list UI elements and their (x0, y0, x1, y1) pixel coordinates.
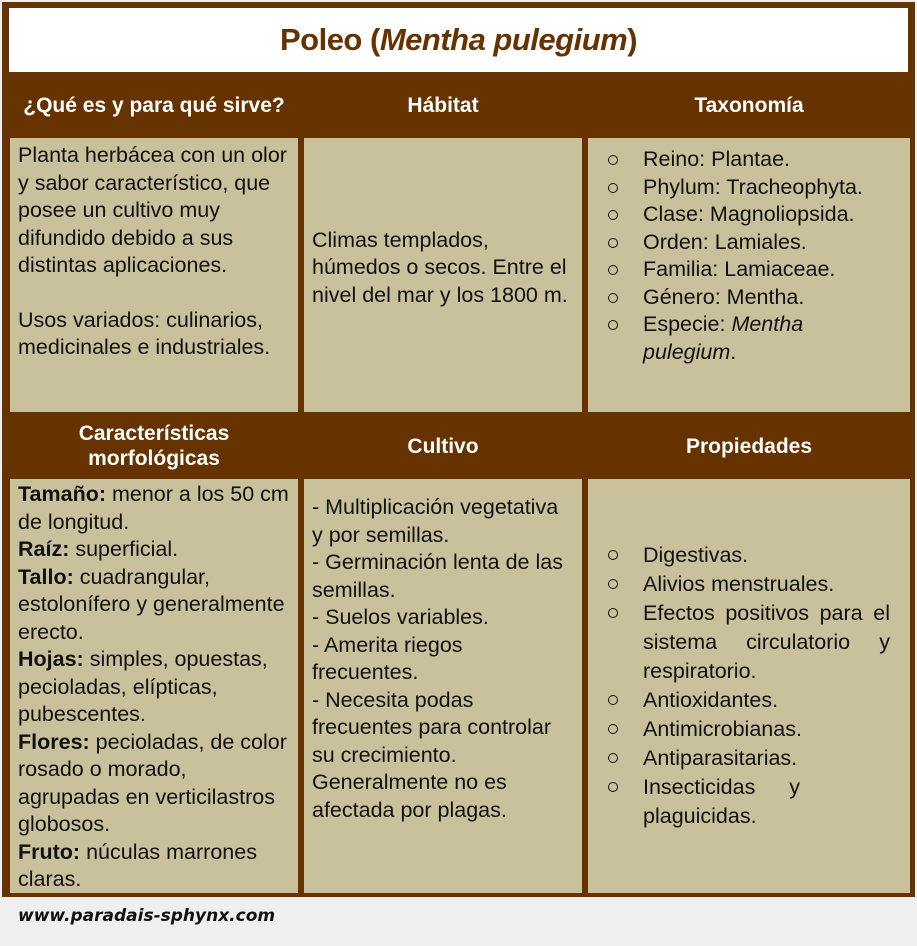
cell-que-es (10, 138, 298, 412)
propiedades-list (588, 541, 910, 831)
morph-item: Raíz: superficial. (18, 537, 179, 561)
taxonomy-item: Reino: Plantae. (588, 146, 910, 174)
cell-taxonomia (588, 138, 910, 412)
cultivo-item: - Germinación lenta de las semillas. (312, 550, 563, 602)
propiedad-item: Antiparasitarias. (588, 744, 910, 773)
circle-bullet-icon (608, 608, 618, 618)
taxonomy-item: Orden: Lamiales. (588, 229, 910, 257)
circle-bullet-icon (608, 183, 618, 193)
circle-bullet-icon (608, 550, 618, 560)
source-watermark: www.paradais-sphynx.com (18, 906, 276, 926)
propiedad-item: Alivios menstruales. (588, 570, 910, 599)
propiedad-item: Antioxidantes. (588, 686, 910, 715)
circle-bullet-icon (608, 210, 618, 220)
title-close-paren: ) (627, 22, 638, 57)
taxonomy-list (588, 146, 910, 366)
title-scientific-name: Mentha pulegium (379, 22, 628, 57)
circle-bullet-icon (608, 320, 618, 330)
cell-habitat (304, 138, 582, 412)
header-que-es: ¿Qué es y para qué sirve? (23, 93, 285, 117)
circle-bullet-icon (608, 293, 618, 303)
taxonomy-item: Phylum: Tracheophyta. (588, 174, 910, 202)
cultivo-item: - Amerita riegos frecuentes. (312, 632, 463, 684)
habitat-text: Climas templados, húmedos o secos. Entre el nivel del mar y los 1800 m. (312, 227, 568, 307)
circle-bullet-icon (608, 724, 618, 734)
cultivo-item: - Suelos variables. (312, 605, 489, 629)
que-es-uses: Usos variados: culinarios, medicinales e industriales. (18, 307, 271, 359)
taxonomy-item: Clase: Magnoliopsida. (588, 201, 910, 229)
morph-item: Hojas: simples, opuestas, pecioladas, elípticas, pubescentes. (18, 647, 268, 726)
cultivo-item: - Necesita podas frecuentes para controlar su crecimiento. (312, 687, 552, 767)
circle-bullet-icon (608, 579, 618, 589)
que-es-description: Planta herbácea con un olor y sabor característico, que posee un cultivo muy difundido debido a sus distintas aplicaciones. (18, 143, 287, 277)
header-morfologia: Características morfológicas (78, 422, 230, 470)
circle-bullet-icon (608, 695, 618, 705)
cultivo-item: Generalmente no es afectada por plagas. (312, 770, 507, 822)
propiedad-item: Antimicrobianas. (588, 715, 910, 744)
taxonomy-item: Familia: Lamiaceae. (588, 256, 910, 284)
poleo-info-table (2, 2, 915, 897)
morph-item: Tamaño: menor a los 50 cm de longitud. (18, 482, 289, 534)
cell-cultivo (304, 479, 582, 893)
cultivo-item: - Multiplicación vegetativa y por semillas. (312, 495, 559, 547)
table-title (9, 8, 908, 72)
circle-bullet-icon (608, 155, 618, 165)
propiedad-item: Efectos positivos para el sistema circulatorio y respiratorio. (588, 599, 910, 686)
circle-bullet-icon (608, 782, 618, 792)
header-taxonomia: Taxonomía (694, 93, 804, 117)
morph-item: Flores: pecioladas, de color rosado o morado, agrupadas en verticilastros globosos. (18, 729, 287, 836)
cell-morfologia (10, 479, 298, 893)
circle-bullet-icon (608, 238, 618, 248)
title-common-name: Poleo ( (279, 22, 380, 57)
circle-bullet-icon (608, 265, 618, 275)
propiedad-item: Insecticidas y plaguicidas. (588, 773, 910, 831)
header-cultivo: Cultivo (407, 434, 479, 458)
cell-propiedades (588, 479, 910, 893)
taxonomy-item-especie: Especie: Mentha pulegium. (588, 311, 910, 366)
morph-item: Tallo: cuadrangular, estolonífero y generalmente erecto. (18, 564, 285, 644)
header-habitat: Hábitat (407, 93, 479, 117)
header-propiedades: Propiedades (685, 434, 813, 458)
taxonomy-item: Género: Mentha. (588, 284, 910, 312)
morph-item: Fruto: núculas marrones claras. (18, 839, 257, 891)
circle-bullet-icon (608, 753, 618, 763)
propiedad-item: Digestivas. (588, 541, 910, 570)
